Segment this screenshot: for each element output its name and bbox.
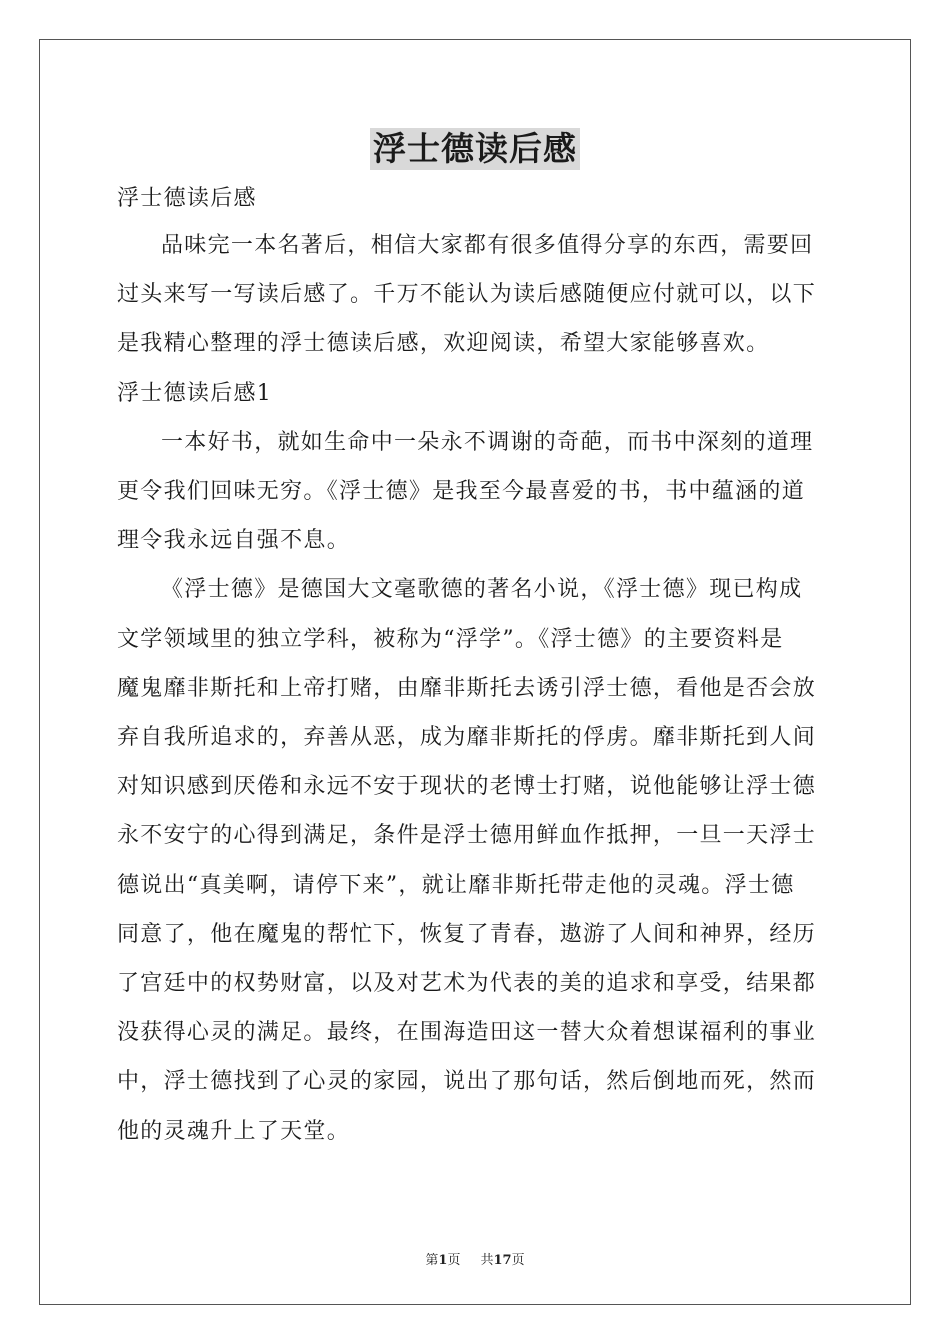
- page-footer: [0, 1249, 950, 1268]
- document-title: [0, 128, 950, 170]
- paragraph-line: 《浮士德》是德国大文毫歌德的著名小说，《浮士德》现已构成: [161, 577, 803, 603]
- paragraph-line: 永不安宁的心得到满足，条件是浮士德用鲜血作抵押，一旦一天浮士: [117, 823, 817, 849]
- paragraph-line: 德说出“真美啊，请停下来”，就让靡非斯托带走他的灵魂。浮士德: [117, 872, 795, 898]
- paragraph-line: 过头来写一写读后感了。千万不能认为读后感随便应付就可以，以下: [117, 282, 817, 308]
- total-pages: 17: [493, 1253, 512, 1268]
- paragraph-line: 魔鬼靡非斯托和上帝打赌，由靡非斯托去诱引浮士德，看他是否会放: [117, 675, 817, 701]
- paragraph-line: 品味完一本名著后，相信大家都有很多值得分享的东西，需要回: [161, 233, 814, 258]
- section-heading: 浮士德读后感: [117, 186, 257, 211]
- paragraph-line: 是我精心整理的浮士德读后感，欢迎阅读，希望大家能够喜欢。: [117, 331, 770, 357]
- page-prefix: 第: [425, 1253, 439, 1268]
- paragraph-line: 他的灵魂升上了天堂。: [117, 1118, 351, 1144]
- section-heading: 浮士德读后感1: [117, 380, 273, 406]
- total-prefix: 共: [480, 1253, 494, 1268]
- page-suffix: 页: [447, 1253, 461, 1268]
- paragraph-line: 弃自我所追求的，弃善从恶，成为靡非斯托的俘虏。靡非斯托到人间: [117, 725, 817, 751]
- paragraph-line: 中，浮士德找到了心灵的家园，说出了那句话，然后倒地而死，然而: [117, 1069, 817, 1095]
- paragraph-line: 了宫廷中的权势财富，以及对艺术为代表的美的追求和享受，结果都: [117, 971, 817, 997]
- paragraph-line: 文学领域里的独立学科，被称为“浮学”。《浮士德》的主要资料是: [117, 626, 784, 652]
- paragraph-line: 一本好书，就如生命中一朵永不调谢的奇葩，而书中深刻的道理: [161, 429, 814, 455]
- paragraph-line: 没获得心灵的满足。最终，在围海造田这一替大众着想谋福利的事业: [117, 1020, 817, 1046]
- paragraph-line: 对知识感到厌倦和永远不安于现状的老博士打赌，说他能够让浮士德: [117, 774, 817, 800]
- page-number: 1: [438, 1253, 448, 1268]
- document-body: [117, 177, 833, 1156]
- paragraph-line: 理令我永远自强不息。: [117, 528, 351, 554]
- document-title-text: 浮士德读后感: [370, 128, 580, 170]
- paragraph-line: 更令我们回味无穷。《浮士德》是我至今最喜爱的书，书中蕴涵的道: [117, 479, 806, 505]
- total-suffix: 页: [511, 1253, 525, 1268]
- paragraph-line: 同意了，他在魔鬼的帮忙下，恢复了青春，遨游了人间和神界，经历: [117, 921, 817, 947]
